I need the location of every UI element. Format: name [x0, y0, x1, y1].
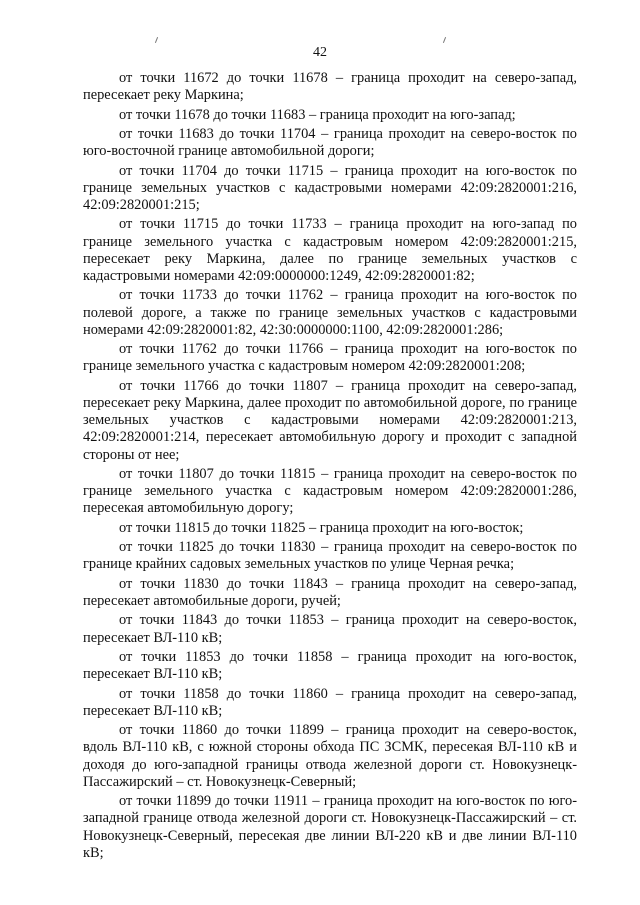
boundary-paragraph: от точки 11733 до точки 11762 – граница проходит на юго-восток по полевой дороге, а также по границе земельных участков с кадастровыми номерами 42:09:2820001:82, 42:30:0000000:1100, 42:09:2820001:286; [83, 287, 577, 338]
scan-artifact-mark [443, 37, 446, 43]
boundary-paragraph: от точки 11678 до точки 11683 – граница проходит на юго-запад; [119, 106, 516, 123]
boundary-paragraph: от точки 11672 до точки 11678 – граница проходит на северо-запад, пересекает реку Маркина; [83, 70, 577, 104]
boundary-paragraph: от точки 11704 до точки 11715 – граница проходит на юго-восток по границе земельных участков с кадастровыми номерами 42:09:2820001:216, 42:09:2820001:215; [83, 162, 577, 213]
boundary-paragraph: от точки 11843 до точки 11853 – граница проходит на северо-восток, пересекает ВЛ-110 кВ; [83, 612, 577, 646]
boundary-paragraph: от точки 11853 до точки 11858 – граница проходит на юго-восток, пересекает ВЛ-110 кВ; [83, 648, 577, 683]
boundary-paragraph: от точки 11762 до точки 11766 – граница проходит на юго-восток по границе земельного участка с кадастровым номером 42:09:2820001:208; [83, 341, 577, 375]
boundary-paragraph: от точки 11715 до точки 11733 – граница проходит на юго-запад по границе земельного участка с кадастровым номером 42:09:2820001:215, пересекает реку Маркина, далее по границе земельных участков с кадастровыми номерами 42:09:0000000:1249, 42:09:2820001:82; [83, 216, 577, 284]
boundary-paragraph: от точки 11825 до точки 11830 – граница проходит на северо-восток по границе крайних садовых земельных участков по улице Черная речка; [83, 539, 577, 573]
boundary-paragraph: от точки 11858 до точки 11860 – граница проходит на северо-запад, пересекает ВЛ-110 кВ; [83, 685, 577, 719]
boundary-paragraph: от точки 11860 до точки 11899 – граница проходит на северо-восток, вдоль ВЛ-110 кВ, с южной стороны обхода ПС ЗСМК, пересекая ВЛ-110 кВ и доходя до юго-западной границы отвода железной дороги ст. Новокузнецк-Пассажирский – ст. Новокузнецк-Северный; [83, 722, 577, 790]
boundary-paragraph: от точки 11899 до точки 11911 – граница проходит на юго-восток по юго-западной границе отвода железной дороги ст. Новокузнецк-Пассажирский – ст. Новокузнецк-Северный, пересекая две линии ВЛ-220 кВ и две линии ВЛ-110 кВ; [83, 793, 577, 861]
document-body [83, 70, 577, 864]
boundary-paragraph: от точки 11807 до точки 11815 – граница проходит на северо-восток по границе земельного участка с кадастровым номером 42:09:2820001:286, пересекая автомобильную дорогу; [83, 465, 577, 517]
boundary-paragraph: от точки 11815 до точки 11825 – граница проходит на юго-восток; [119, 519, 524, 536]
page-number: 42 [313, 45, 327, 60]
boundary-paragraph: от точки 11766 до точки 11807 – граница проходит на северо-запад, пересекает реку Маркина, далее проходит по автомобильной дороге, по границе земельных участков с кадастровыми номерами 42:09:2820001:213, 42:09:2820001:214, пересекает автомобильную дорогу и проходит с западной стороны от нее; [83, 377, 577, 463]
scan-artifact-mark [155, 37, 158, 43]
boundary-paragraph: от точки 11830 до точки 11843 – граница проходит на северо-запад, пересекает автомобильные дороги, ручей; [83, 575, 577, 609]
boundary-paragraph: от точки 11683 до точки 11704 – граница проходит на северо-восток по юго-восточной границе автомобильной дороги; [83, 125, 577, 160]
